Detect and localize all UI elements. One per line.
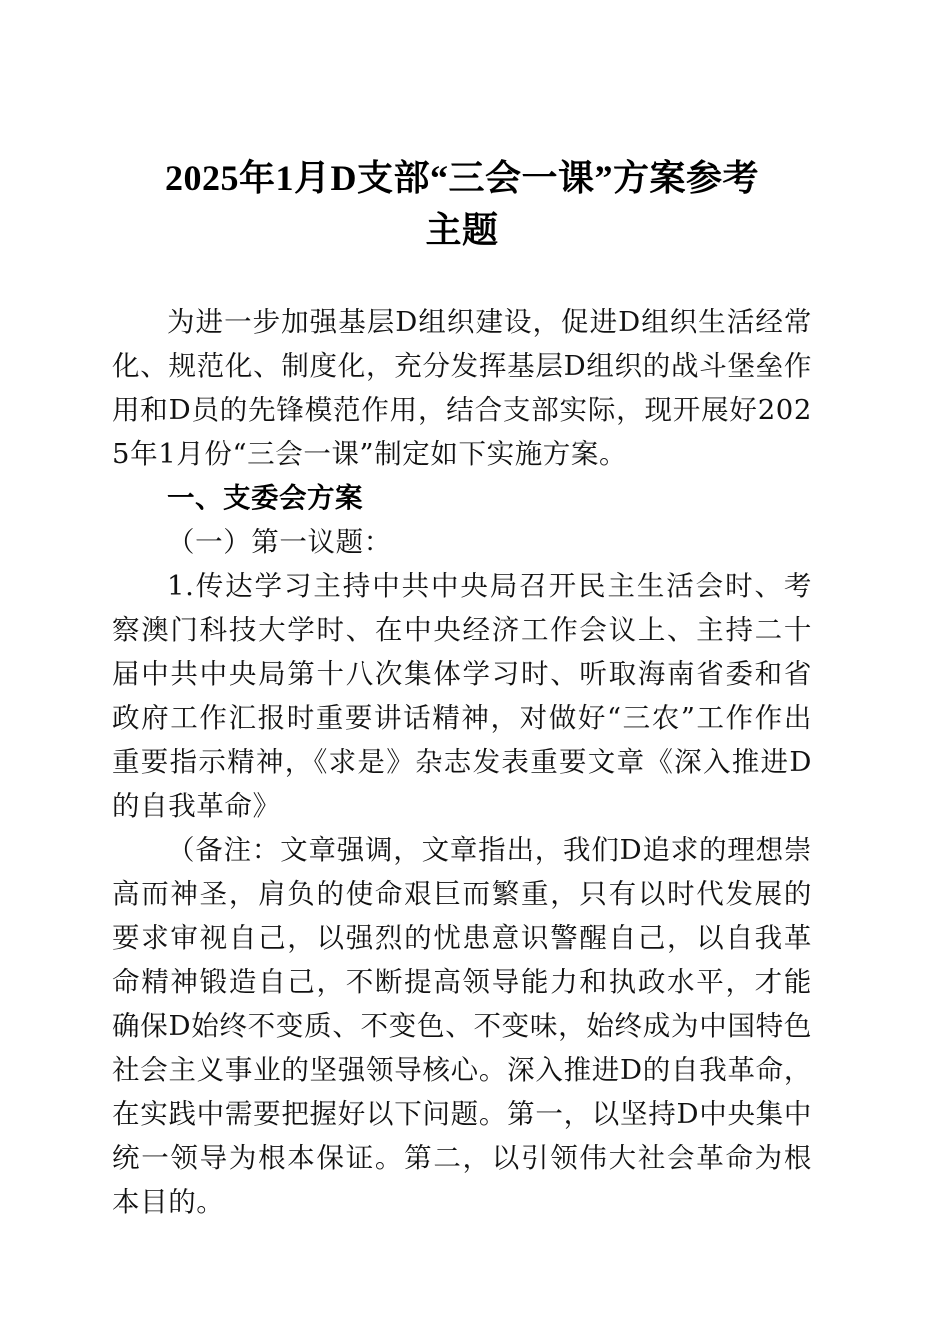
paragraph-item-1-content: 1.传达学习主持中共中央局召开民主生活会时、考察澳门科技大学时、在中央经济工作会议上、主持二十届中共中央局第十八次集体学习时、听取海南省委和省政府工作汇报时重要讲话精神，对做好“三农”工作作出重要指示精神，《求是》杂志发表重要文章《深入推进D的自我革命》 [112,570,812,822]
document-body [112,0,812,1224]
paragraph-intro: 为进一步加强基层D组织建设，促进D组织生活经常化、规范化、制度化，充分发挥基层D组织的战斗堡垒作用和D员的先锋模范作用，结合支部实际，现开展好2025年1月份“三会一课”制定如下实施方案。 [112,306,812,470]
page-title-line-2: 主题 [425,210,499,250]
paragraph-item-1-note: （备注：文章强调，文章指出，我们D追求的理想崇高而神圣，肩负的使命艰巨而繁重，只有以时代发展的要求审视自己，以强烈的忧患意识警醒自己，以自我革命精神锻造自己，不断提高领导能力和执政水平，才能确保D始终不变质、不变色、不变味，始终成为中国特色社会主义事业的坚强领导核心。深入推进D的自我革命，在实践中需要把握好以下问题。第一，以坚持D中央集中统一领导为根本保证。第二，以引领伟大社会革命为根本目的。 [112,834,812,1218]
page-title-line-1: 2025年1月D支部“三会一课”方案参考 [165,158,759,198]
section-heading-1: 一、支委会方案 [167,482,363,514]
page-title [112,0,812,256]
subsection-heading-1-1: （一）第一议题： [167,526,392,558]
